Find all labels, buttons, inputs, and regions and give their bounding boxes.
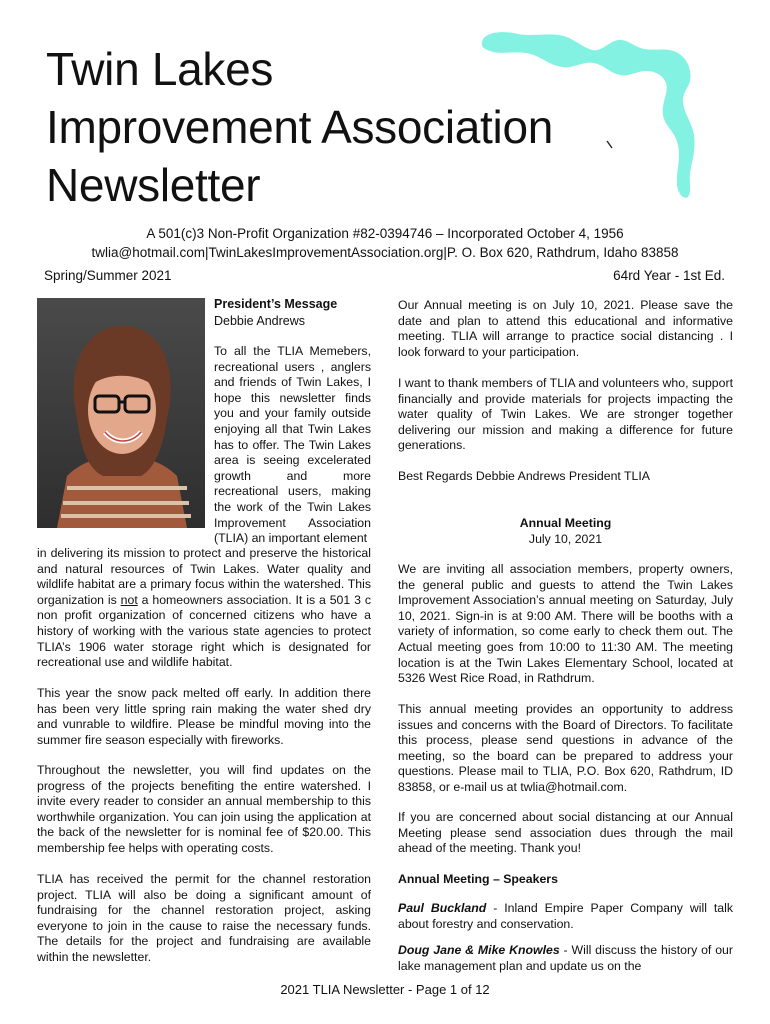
issue-season: Spring/Summer 2021 bbox=[44, 268, 172, 283]
presidents-message-author: Debbie Andrews bbox=[214, 314, 306, 328]
speaker-1-text: - Inland Empire Paper Company will talk about forestry and conservation. bbox=[398, 901, 734, 931]
annual-meeting-heading: Annual Meeting bbox=[519, 516, 612, 530]
speaker-2-name: Doug Jane & Mike Knowles bbox=[398, 943, 560, 957]
org-line: A 501(c)3 Non-Profit Organization #82-0394746 – Incorporated October 4, 1956 bbox=[146, 226, 624, 241]
speaker-doug-jane-mike-knowles bbox=[398, 943, 733, 974]
title-line-3: Newsletter bbox=[46, 159, 261, 211]
annual-meeting-questions: This annual meeting provides an opportunity to address issues and concerns with the Board of Directors. To facilitate this process, please send questions in advance of the meeting, so the board can be prepared to address your questions. Please mail to TLIA, P.O. Box 620, Rathdrum, ID 83858, or e-mail us at twlia@hotmail.com. bbox=[398, 702, 733, 794]
newsletter-title bbox=[46, 40, 553, 214]
presidents-message-intro: To all the TLIA Memebers, recreational users , anglers and friends of Twin Lakes, I hope this newsletter finds you and your family outside enjoying all that Twin Lakes has to offer. The Twin Lakes area is seeing excelerated growth and more recreational users, making the work of the Twin Lakes Improvement Association (TLIA) an important element bbox=[214, 344, 371, 546]
speakers-heading: Annual Meeting – Speakers bbox=[398, 872, 558, 886]
annual-meeting-notice: Our Annual meeting is on July 10, 2021. Please save the date and plan to attend this educational and informative meeting. TLIA will arrange to practice social distancing . I look forward to your participation. bbox=[398, 298, 733, 359]
intro-continued-b: a homeowners association. It is a 501 3 c non profit organization of concerned citizens who have a history of working with the various state agencies to protect TLIA’s 1906 water storage right which is designated for recreational use and wildlife habitat. bbox=[37, 592, 371, 670]
annual-meeting-invitation: We are inviting all association members, property owners, the general public and guests to attend the Twin Lakes Improvement Association’s annual meeting on Saturday, July 10, 2021. Sign-in is at 9:00 AM. There will be booths with a variety of information, so come early to check them out. The Actual meeting goes from 10:00 to 11:30 AM. The meeting location is at the Twin Lakes Elementary School, located at 5326 West Rice Road, in Rathdrum. bbox=[398, 562, 733, 686]
twin-lakes-map-icon bbox=[478, 20, 733, 200]
signature-line: Best Regards Debbie Andrews President TLIA bbox=[398, 469, 650, 483]
membership-paragraph: Throughout the newsletter, you will find updates on the progress of the projects benefiting the entire watershed. I invite every reader to consider an annual membership to this worthwhile organization. You can join using the application at the back of the newsletter for is nominal fee of $20.00. This membership fee helps with operating costs. bbox=[37, 763, 371, 855]
channel-restoration-paragraph: TLIA has received the permit for the channel restoration project. TLIA will also be doing a significant amount of fundraising for the channel restoration project, asking everyone to join in the cause to raise the necessary funds. The details for the project and fundraising are available within the newsletter. bbox=[37, 872, 371, 964]
emphasis-not: not bbox=[120, 592, 138, 607]
intro-continued-a: in delivering its mission to protect and preserve the historical and natural resources of Twin Lakes. Water quality and wildlife habitat are a primary focus within the watershed. This organization is bbox=[37, 546, 371, 607]
president-portrait bbox=[37, 298, 205, 528]
page-footer: 2021 TLIA Newsletter - Page 1 of 12 bbox=[280, 982, 490, 997]
presidents-message-continued bbox=[37, 546, 371, 671]
thanks-paragraph: I want to thank members of TLIA and volunteers who, support financially and provide materials for projects impacting the water quality of Twin Lakes. We are stronger together delivering our mission and making a difference for future generations. bbox=[398, 376, 733, 453]
title-line-2: Improvement Association bbox=[46, 101, 554, 153]
title-line-1: Twin Lakes bbox=[46, 43, 274, 95]
issue-number: 64rd Year - 1st Ed. bbox=[613, 268, 725, 283]
speaker-paul-buckland bbox=[398, 901, 733, 932]
annual-meeting-date: July 10, 2021 bbox=[528, 532, 603, 546]
speaker-1-name: Paul Buckland bbox=[398, 901, 487, 915]
snowpack-paragraph: This year the snow pack melted off early. In addition there has been very little spring rain making the water shed dry and vunrable to wildfire. Please be mindful moving into the summer fire season especially with fireworks. bbox=[37, 686, 371, 747]
social-distancing-note: If you are concerned about social distancing at our Annual Meeting please send association dues through the mail ahead of the meeting. Thank you! bbox=[398, 810, 733, 856]
speaker-2-text: - Will discuss the history of our lake management plan and update us on the bbox=[398, 943, 733, 973]
map-mark-icon bbox=[606, 140, 614, 150]
contact-line: twlia@hotmail.com|TwinLakesImprovementAssociation.org|P. O. Box 620, Rathdrum, Idaho 83858 bbox=[91, 245, 679, 260]
presidents-message-heading: President’s Message bbox=[214, 297, 338, 311]
